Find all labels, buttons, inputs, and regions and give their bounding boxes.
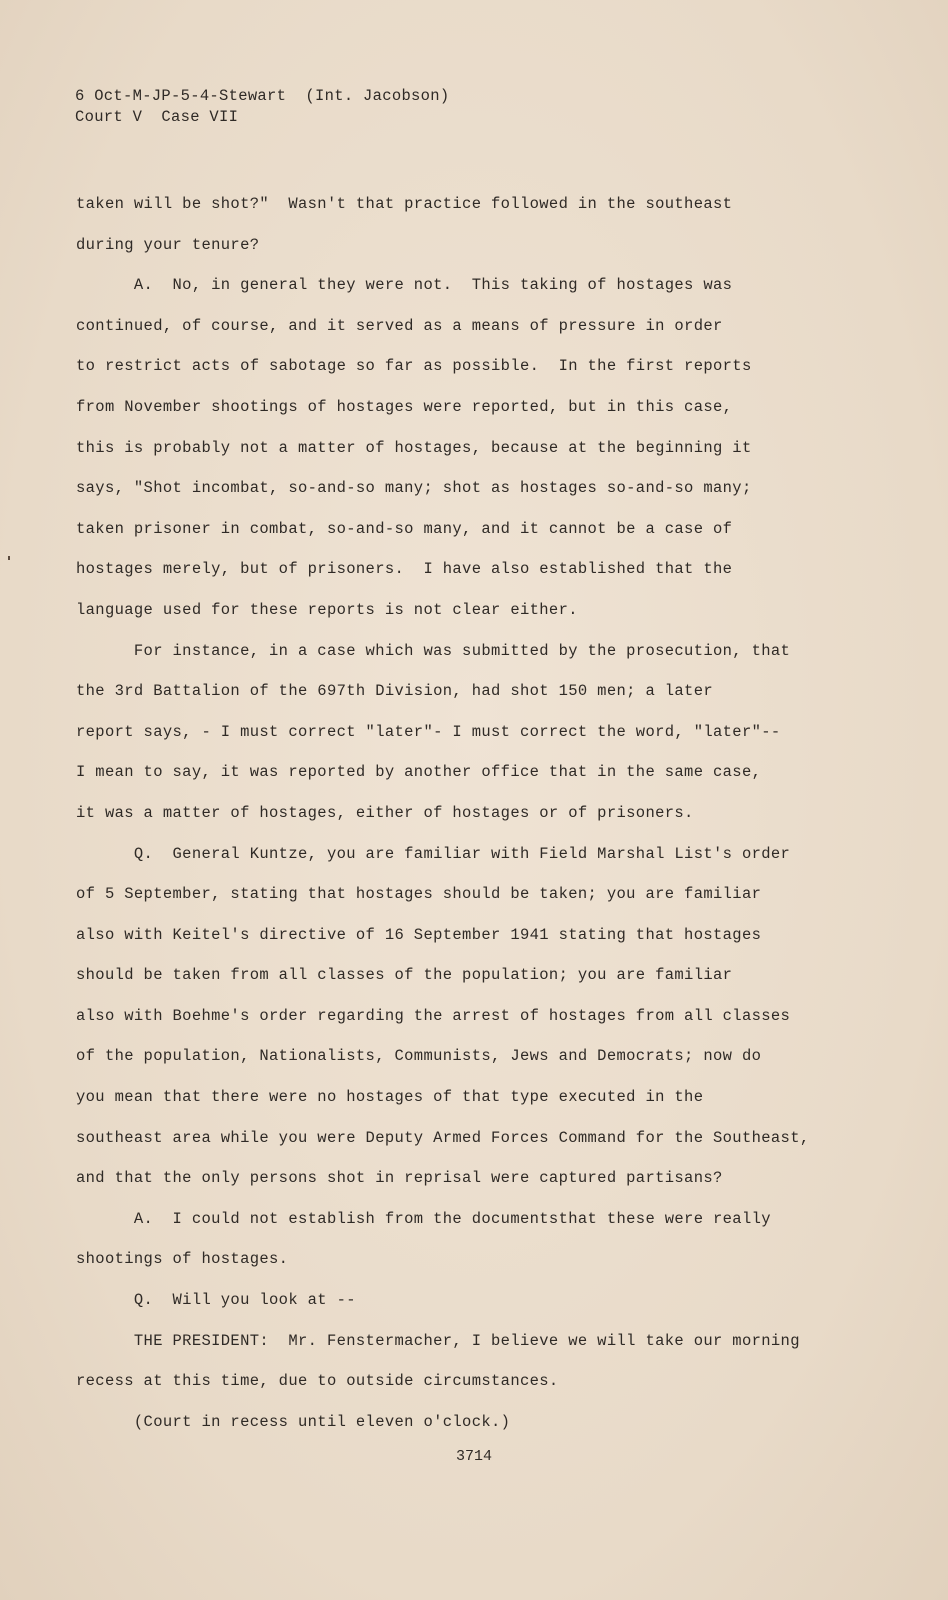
transcript-line: during your tenure? [76, 235, 260, 254]
transcript-line: language used for these reports is not clear either. [76, 600, 578, 619]
transcript-line: you mean that there were no hostages of that type executed in the [76, 1088, 704, 1107]
transcript-line: A. I could not establish from the documentsthat these were really [76, 1209, 771, 1228]
transcript-line: report says, - I must correct "later"- I must correct the word, "later"-- [76, 722, 781, 741]
transcript-line: taken will be shot?" Wasn't that practice followed in the southeast [76, 195, 733, 213]
transcript-line: and that the only persons shot in reprisal were captured partisans? [76, 1169, 723, 1188]
page-number: 3714 [455, 1448, 492, 1465]
transcript-line: Q. General Kuntze, you are familiar with Field Marshal List's order [76, 844, 791, 863]
transcript-line: (Court in recess until eleven o'clock.) [76, 1412, 511, 1431]
transcript-line: recess at this time, due to outside circumstances. [76, 1372, 559, 1391]
transcript-line: of the population, Nationalists, Communists, Jews and Democrats; now do [76, 1047, 762, 1066]
paper-blemish [8, 556, 10, 560]
document-header [75, 86, 449, 128]
header-reference-line: 6 Oct-M-JP-5-4-Stewart (Int. Jacobson) [75, 87, 450, 105]
transcript-line: says, "Shot incombat, so-and-so many; shot as hostages so-and-so many; [76, 479, 752, 498]
transcript-line: from November shootings of hostages were reported, but in this case, [76, 397, 733, 416]
transcript-line: I mean to say, it was reported by another office that in the same case, [76, 763, 762, 782]
transcript-line: to restrict acts of sabotage so far as possible. In the first reports [76, 357, 752, 376]
transcript-line: southeast area while you were Deputy Armed Forces Command for the Southeast, [76, 1128, 810, 1147]
transcript-line: this is probably not a matter of hostages, because at the beginning it [76, 438, 752, 457]
transcript-line: of 5 September, stating that hostages should be taken; you are familiar [76, 885, 762, 904]
transcript-line: A. No, in general they were not. This taking of hostages was [76, 276, 733, 295]
transcript-line: should be taken from all classes of the population; you are familiar [76, 966, 733, 985]
transcript-line: THE PRESIDENT: Mr. Fenstermacher, I believe we will take our morning [76, 1331, 800, 1350]
transcript-line: Q. Will you look at -- [76, 1291, 356, 1310]
transcript-line: the 3rd Battalion of the 697th Division, had shot 150 men; a later [76, 682, 713, 701]
transcript-line: taken prisoner in combat, so-and-so many, and it cannot be a case of [76, 519, 733, 538]
transcript-line: shootings of hostages. [76, 1250, 289, 1269]
transcript-line: hostages merely, but of prisoners. I have also established that the [76, 560, 733, 579]
header-court-case-line: Court V Case VII [75, 108, 239, 126]
transcript-line: also with Keitel's directive of 16 September 1941 stating that hostages [76, 925, 762, 944]
transcript-line: continued, of course, and it served as a means of pressure in order [76, 316, 723, 335]
transcript-body [76, 184, 856, 1442]
transcript-line: also with Boehme's order regarding the arrest of hostages from all classes [76, 1006, 791, 1025]
transcript-line: it was a matter of hostages, either of hostages or of prisoners. [76, 803, 694, 822]
transcript-line: For instance, in a case which was submitted by the prosecution, that [76, 641, 791, 660]
